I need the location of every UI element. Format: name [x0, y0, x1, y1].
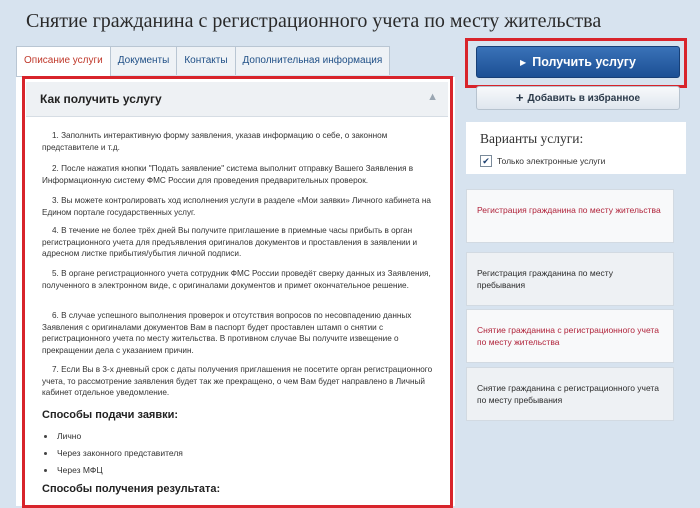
tab-documents[interactable]: Документы [110, 46, 178, 75]
variant-item[interactable]: Снятие гражданина с регистрационного учета по месту пребывания [466, 367, 674, 421]
result-methods-heading: Способы получения результата: [42, 483, 221, 495]
step-6: 6. В случае успешного выполнения проверок и отсутствия вопросов по несовпадению данных Заявления с оригиналами документов Вам в паспорт будет проставлен штамп о снятии с регистрационного учета по месту жительства. В противном случае Вы получите извещение о прекращении дела с указанием причин. [42, 311, 412, 355]
tab-contacts[interactable]: Контакты [176, 46, 235, 75]
list-item: Через законного представителя [44, 448, 183, 460]
get-service-label: Получить услугу [532, 55, 636, 69]
accordion-title: Как получить услугу [40, 92, 162, 106]
page-title: Снятие гражданина с регистрационного учета по месту жительства [26, 10, 602, 32]
add-favorite-label: Добавить в избранное [527, 93, 641, 104]
step-4: 4. В течение не более трёх дней Вы получите приглашение в приемные часы прибыть в орган регистрационного учета для предъявления оригиналов документов и проставления в заявлении и адресном листке прибытия/убытия личной подписи. [42, 226, 418, 258]
variants-box [466, 122, 686, 174]
step-2: 2. После нажатия кнопки "Подать заявление" система выполнит отправку Вашего Заявления в Информационную систему ФМС России для проведения предварительных проверок. [42, 164, 414, 185]
submit-methods-heading: Способы подачи заявки: [42, 409, 179, 421]
step-1: 1. Заполнить интерактивную форму заявления, указав информацию о себе, о законном представителе и т.д. [42, 131, 388, 152]
add-favorite-button[interactable] [476, 86, 680, 110]
list-item: Через МФЦ [44, 465, 103, 477]
variant-item-selected[interactable]: Снятие гражданина с регистрационного учета по месту жительства [466, 309, 674, 363]
get-service-button[interactable] [476, 46, 680, 78]
tabs-bar [16, 46, 389, 76]
variants-title: Варианты услуги: [480, 131, 584, 146]
bullet-icon [44, 435, 47, 438]
step-7: 7. Если Вы в 3-х дневный срок с даты получения приглашения не посетите орган регистрационного учета, то рассмотрение заявления будет так же прекращено, о чем Вам будет направлено в Личный кабинет отдельное уведомление. [42, 365, 433, 397]
plus-icon: + [515, 90, 524, 105]
bullet-icon [44, 469, 47, 472]
variant-item[interactable]: Регистрация гражданина по месту жительства [466, 189, 674, 243]
accordion-header[interactable] [26, 82, 448, 117]
tab-additional-info[interactable]: Дополнительная информация [235, 46, 391, 75]
variant-item[interactable]: Регистрация гражданина по месту пребывания [466, 252, 674, 306]
step-5: 5. В органе регистрационного учета сотрудник ФМС России проведёт сверку данных из Заявления, полученного в электронном виде, с оригиналами документов и примет окончательное решение. [42, 269, 431, 290]
electronic-only-checkbox[interactable]: ✔ [480, 155, 492, 167]
bullet-icon [44, 452, 47, 455]
chevron-up-icon[interactable]: ▲ [427, 91, 438, 103]
electronic-only-label[interactable]: Только электронные услуги [497, 156, 606, 166]
list-item: Лично [44, 431, 81, 443]
tab-description[interactable]: Описание услуги [16, 46, 111, 77]
step-3: 3. Вы можете контролировать ход исполнения услуги в разделе «Мои заявки» Личного кабинета на Едином портале государственных услуг. [42, 196, 431, 217]
play-arrow-icon: ▶ [520, 58, 527, 67]
